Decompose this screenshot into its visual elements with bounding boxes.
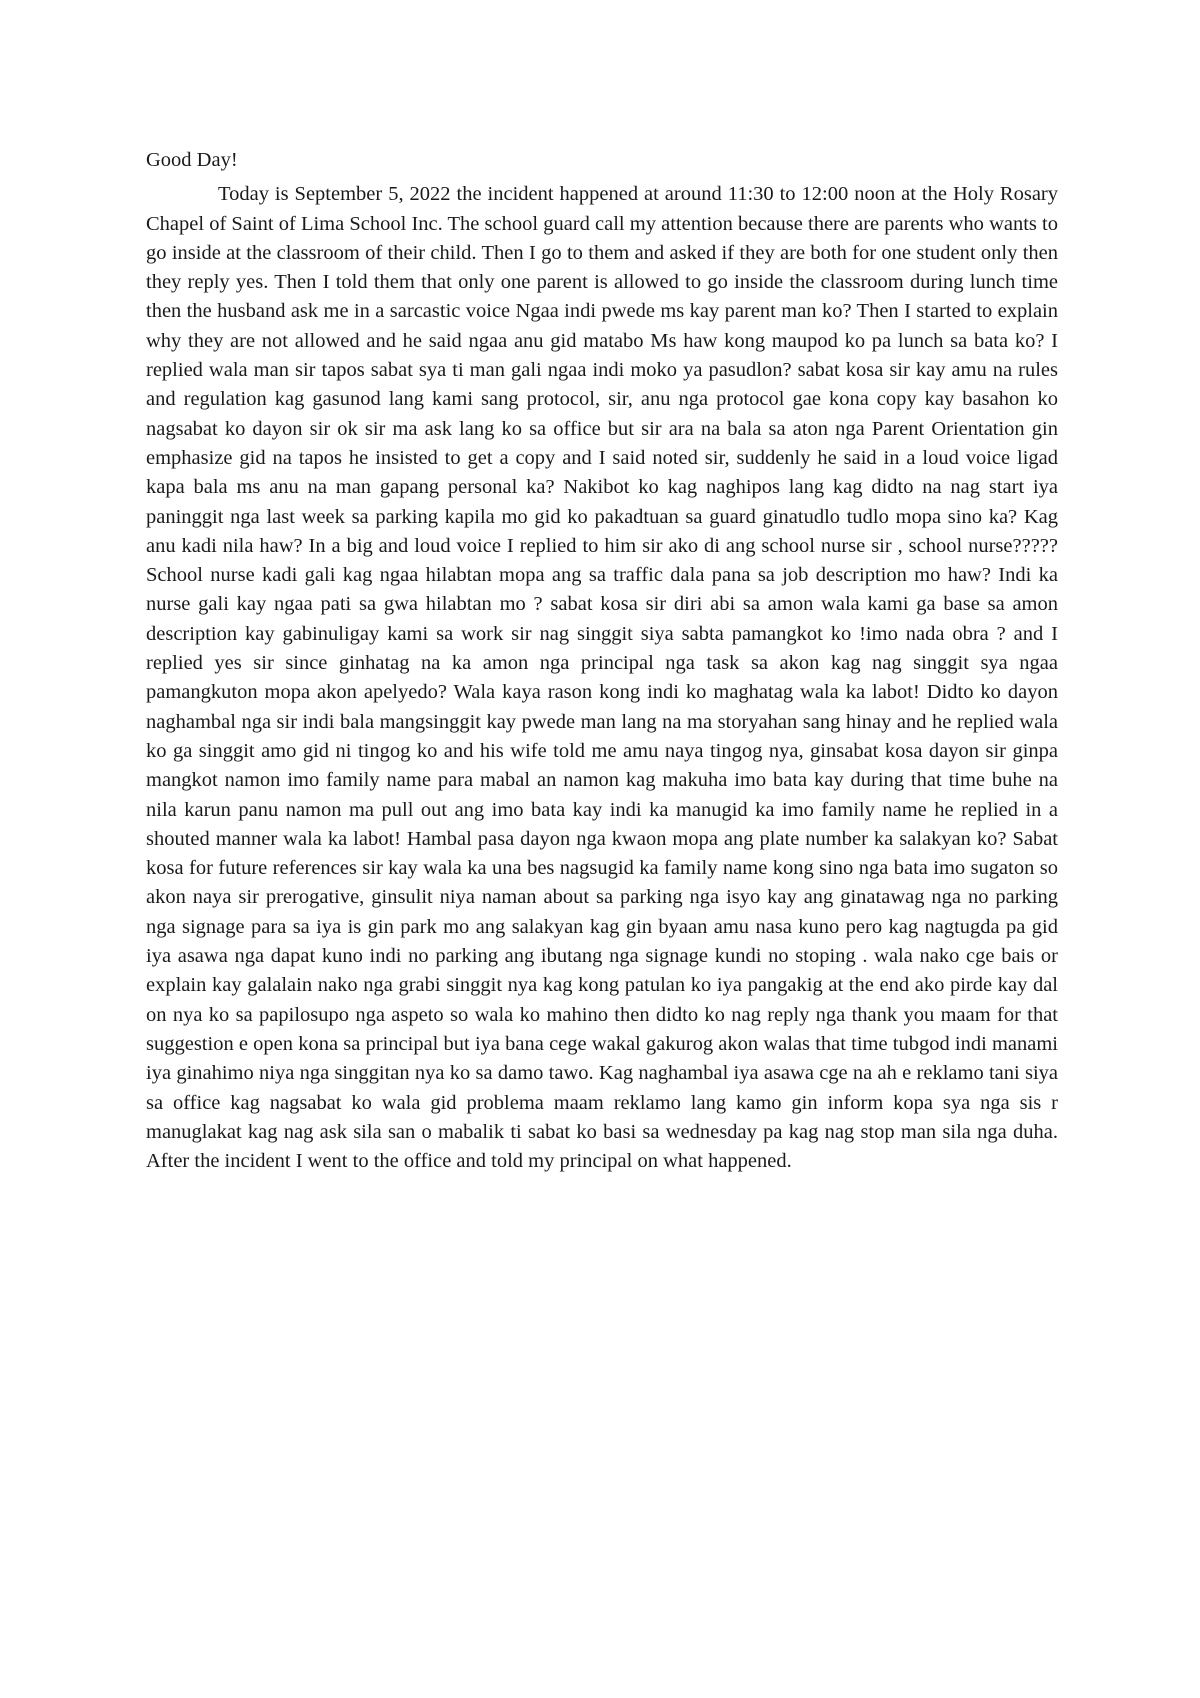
letter-text-block — [146, 146, 1058, 1176]
letter-body-paragraph: Today is September 5, 2022 the incident happened at around 11:30 to 12:00 noon at the Holy Rosary Chapel of Saint of Lima School Inc. The school guard call my attention because there are parents who wants to go inside at the classroom of their child. Then I go to them and asked if they are both for one student only then they reply yes. Then I told them that only one parent is allowed to go inside the classroom during lunch time then the husband ask me in a sarcastic voice Ngaa indi pwede ms kay parent man ko? Then I started to explain why they are not allowed and he said ngaa anu gid matabo Ms haw kong maupod ko pa lunch sa bata ko? I replied wala man sir tapos sabat sya ti man gali ngaa indi moko ya pasudlon? sabat kosa sir kay amu na rules and regulation kag gasunod lang kami sang protocol, sir, anu nga protocol gae kona copy kay basahon ko nagsabat ko dayon sir ok sir ma ask lang ko sa office but sir ara na bala sa aton nga Parent Orientation gin emphasize gid na tapos he insisted to get a copy and I said noted sir, suddenly he said in a loud voice ligad kapa bala ms anu na man gapang personal ka? Nakibot ko kag naghipos lang kag didto na nag start iya paninggit nga last week sa parking kapila mo gid ko pakadtuan sa guard ginatudlo tudlo mopa sino ka? Kag anu kadi nila haw? In a big and loud voice I replied to him sir ako di ang school nurse sir , school nurse????? School nurse kadi gali kag ngaa hilabtan mopa ang sa traffic dala pana sa job description mo haw? Indi ka nurse gali kay ngaa pati sa gwa hilabtan mo ? sabat kosa sir diri abi sa amon wala kami ga base sa amon description kay gabinuligay kami sa work sir nag singgit siya sabta pamangkot ko !imo nada obra ? and I replied yes sir since ginhatag na ka amon nga principal nga task sa akon kag nag singgit sya ngaa pamangkuton mopa akon apelyedo? Wala kaya rason kong indi ko maghatag wala ka labot! Didto ko dayon naghambal nga sir indi bala mangsinggit kay pwede man lang na ma storyahan sang hinay and he replied wala ko ga singgit amo gid ni tingog ko and his wife told me amu naya tingog nya, ginsabat kosa dayon sir ginpa mangkot namon imo family name para mabal an namon kag makuha imo bata kay during that time buhe na nila karun panu namon ma pull out ang imo bata kay indi ka manugid ka imo family name he replied in a shouted manner wala ka labot! Hambal pasa dayon nga kwaon mopa ang plate number ka salakyan ko? Sabat kosa for future references sir kay wala ka una bes nagsugid ka family name kong sino nga bata imo sugaton so akon naya sir prerogative, ginsulit niya naman about sa parking nga isyo kay ang ginatawag nga no parking nga signage para sa iya is gin park mo ang salakyan kag gin byaan amu nasa kuno pero kag nagtugda pa gid iya asawa nga dapat kuno indi no parking ang ibutang nga signage kundi no stoping . wala nako cge bais or explain kay galalain nako nga grabi singgit nya kag kong patulan ko iya pangakig at the end ako pirde kay dal on nya ko sa papilosupo nga aspeto so wala ko mahino then didto ko nag reply nga thank you maam for that suggestion e open kona sa principal but iya bana cege wakal gakurog akon walas that time tubgod indi manami iya ginahimo niya nga singgitan nya ko sa damo tawo. Kag naghambal iya asawa cge na ah e reklamo tani siya sa office kag nagsabat ko wala gid problema maam reklamo lang kamo gin inform kopa sya nga sis r manuglakat kag nag ask sila san o mabalik ti sabat ko basi sa wednesday pa kag nag stop man sila nga duha. After the incident I went to the office and told my principal on what happened. — [146, 183, 1058, 1173]
letter-greeting: Good Day! — [146, 149, 238, 171]
